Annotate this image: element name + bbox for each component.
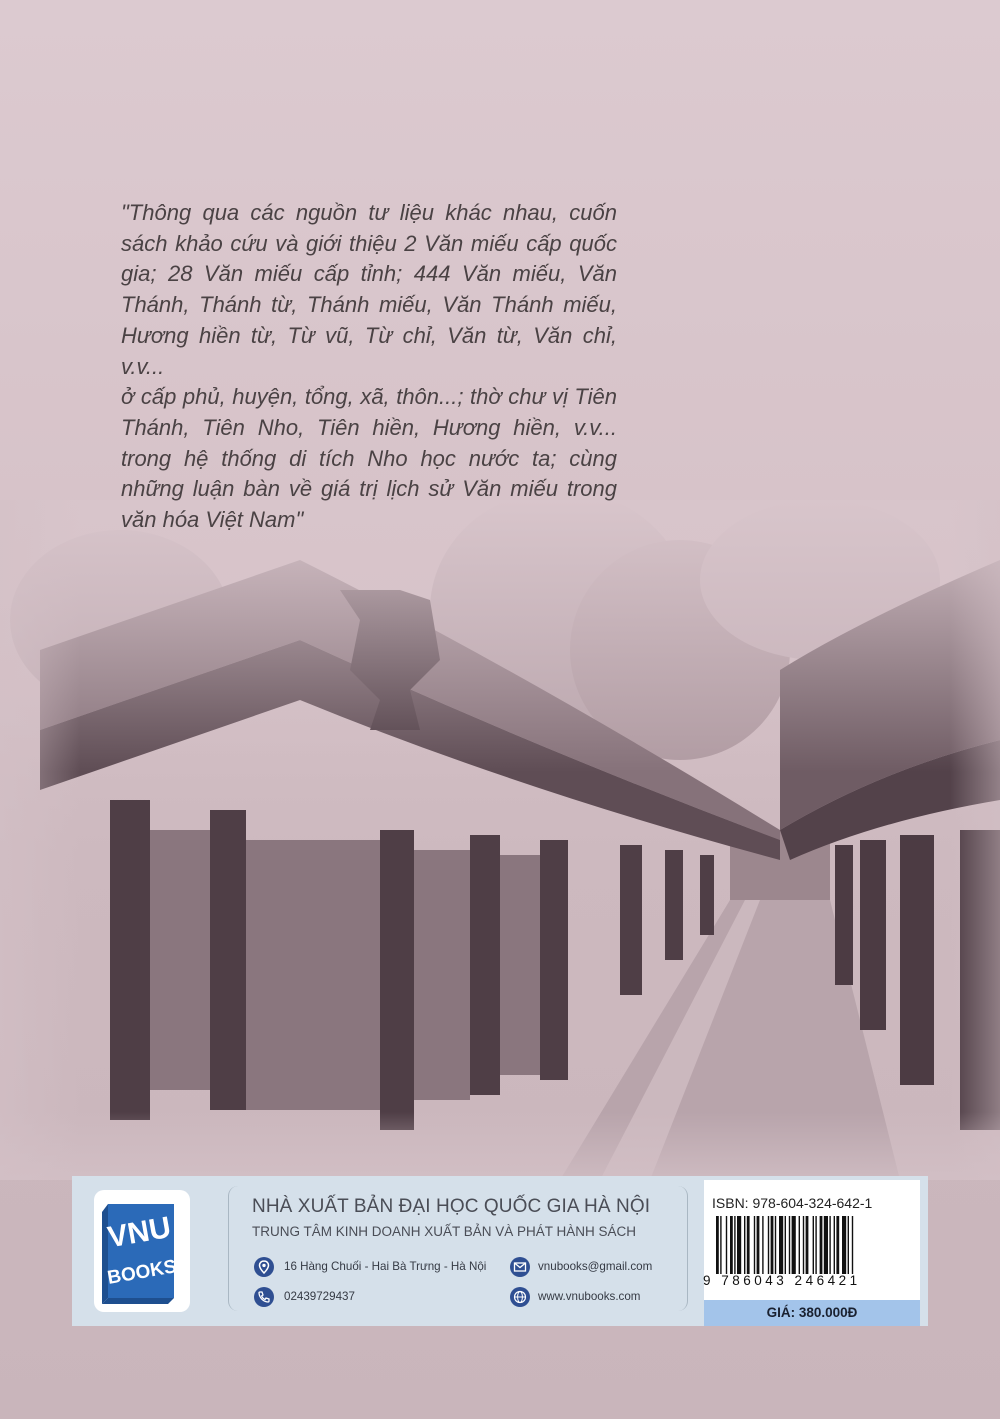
book-logo-icon [94, 1190, 190, 1312]
vnu-books-logo [94, 1190, 190, 1312]
quote-line: "Thông qua các nguồn tư liệu khác nhau, cuốn [121, 200, 617, 225]
publisher-name: NHÀ XUẤT BẢN ĐẠI HỌC QUỐC GIA HÀ NỘI [252, 1196, 651, 1217]
quote-line: sách khảo cứu và giới thiệu 2 Văn miếu cấp quốc [121, 230, 617, 256]
temple-corridor-photo [0, 500, 1000, 1180]
quote-line: ở cấp phủ, huyện, tổng, xã, thôn...; thờ chư vị Tiên [121, 384, 617, 410]
quote-line: trong hệ thống di tích Nho học nước ta; cùng [121, 445, 617, 471]
location-pin-icon [254, 1257, 274, 1277]
quote-line: Thánh, Thánh từ, Thánh miếu, Văn Thánh miếu, [121, 292, 617, 318]
quote-line: những luận bàn về giá trị lịch sử Văn miếu trong [121, 476, 617, 502]
publisher-website[interactable]: www.vnubooks.com [538, 1290, 641, 1303]
logo-text-books: BOOKS [105, 1256, 179, 1289]
quote-line: văn hóa Việt Nam" [121, 507, 304, 533]
barcode-icon [716, 1216, 908, 1274]
logo-text-vnu: VNU [105, 1210, 174, 1255]
phone-icon [254, 1287, 274, 1307]
isbn-number: ISBN: 978-604-324-642-1 [712, 1195, 873, 1211]
quote-line: Hương hiền từ, Từ vũ, Từ chỉ, Văn từ, Văn chỉ, v.v... [121, 322, 617, 379]
price-label: GIÁ: 380.000Đ [704, 1300, 920, 1326]
envelope-icon [510, 1257, 530, 1277]
barcode-number: 9 786043 246421 [703, 1273, 861, 1288]
publisher-subtitle: TRUNG TÂM KINH DOANH XUẤT BẢN VÀ PHÁT HÀNH SÁCH [252, 1224, 637, 1239]
publisher-email[interactable]: vnubooks@gmail.com [538, 1260, 653, 1273]
globe-icon [510, 1287, 530, 1307]
quote-line: Thánh, Tiên Nho, Tiên hiền, Hương hiền, v.v... [121, 414, 617, 440]
back-cover-quote [121, 198, 617, 536]
publisher-phone[interactable]: 02439729437 [284, 1290, 355, 1303]
quote-line: gia; 28 Văn miếu cấp tỉnh; 444 Văn miếu, Văn [121, 261, 617, 287]
publisher-address: 16 Hàng Chuối - Hai Bà Trưng - Hà Nội [284, 1260, 487, 1273]
